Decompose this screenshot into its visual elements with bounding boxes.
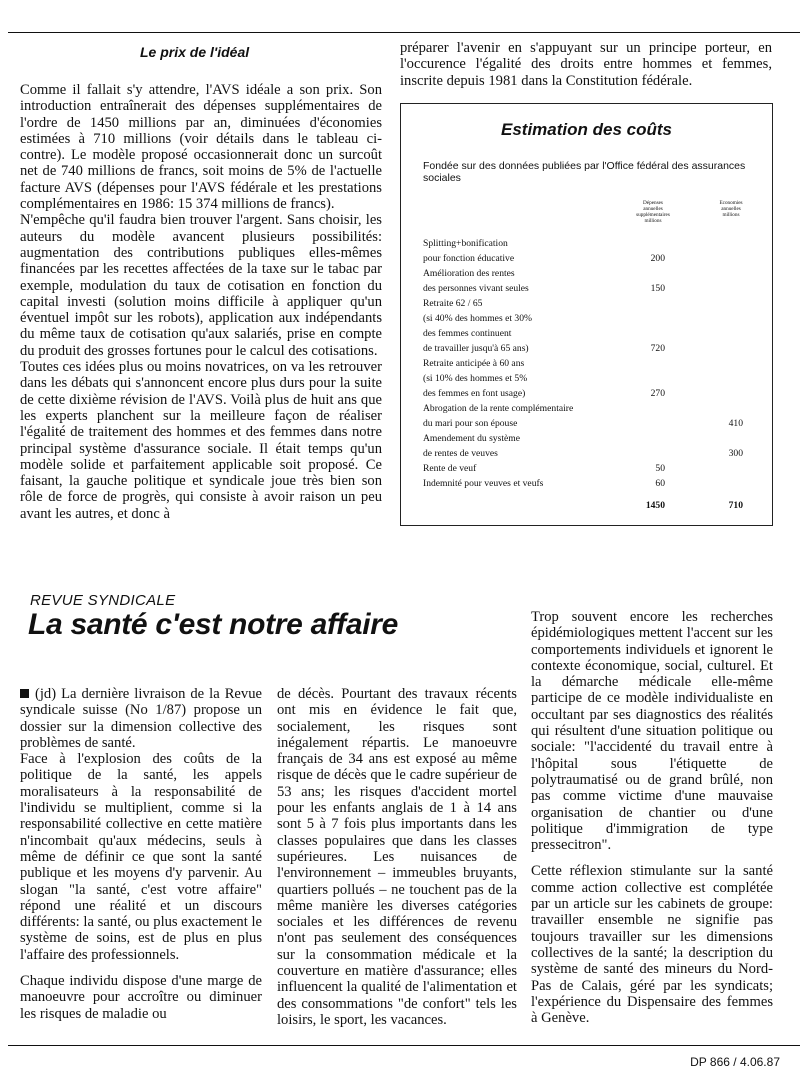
article-column-3	[531, 609, 773, 1026]
table-row-label: Abrogation de la rente complémentaire	[423, 403, 574, 414]
issue-footer: DP 866 / 4.06.87	[690, 1055, 780, 1069]
column-header-expenses: Dépenses annuelles supplémentaires millions	[636, 200, 670, 224]
bullet-square-icon	[20, 689, 29, 698]
paragraph: Face à l'explosion des coûts de la politique de la santé, les appels moralisateurs à la responsabilité de l'individu se multiplient, comme si la responsabilité collective en cette matière n'incombait qu'aux médecins, seuls à même de définir ce que sont la santé publique et les moyens d'y parvenir. Au slogan "la santé, c'est votre affaire" répond une réalité et un discours différents: la santé, ou plus exactement le système de soins, est de plus en plus l'affaire des professionnels.	[20, 751, 262, 963]
table-value-expenses: 60	[655, 478, 665, 489]
table-row-label: de rentes de veuves	[423, 448, 498, 459]
column-header-savings: Economies annuelles millions	[719, 200, 743, 218]
table-row-label: des personnes vivant seules	[423, 283, 529, 294]
article-title: La santé c'est notre affaire	[28, 608, 398, 641]
table-row-label: Indemnité pour veuves et veufs	[423, 478, 544, 489]
table-value-expenses: 50	[655, 463, 665, 474]
section-heading: Le prix de l'idéal	[140, 44, 250, 60]
table-row-label: Retraite anticipée à 60 ans	[423, 358, 525, 369]
paragraph: préparer l'avenir en s'appuyant sur un principe porteur, en l'occurence l'égalité des droits entre hommes et femmes, inscrite depuis 1981 dans la Constitution fédérale.	[400, 40, 772, 89]
table-row-label: des femmes continuent	[423, 328, 512, 339]
table-row-label: (si 10% des hommes et 5%	[423, 373, 528, 384]
top-rule	[8, 32, 800, 33]
table-row-label: de travailler jusqu'à 65 ans)	[423, 343, 529, 354]
paragraph: (jd) La dernière livraison de la Revue syndicale suisse (No 1/87) propose un dossier sur la dimension collective des problèmes de santé.	[20, 686, 262, 751]
paragraph: Toutes ces idées plus ou moins novatrices, on va les retrouver dans les débats qui s'annoncent encore plus durs pour la suite de cette dixième révision de l'AVS. Voilà plus de huit ans que les experts planchent sur la meilleure façon de réaliser l'égalité de traitement des hommes et des femmes dans notre principal système d'assurance sociale. Il était temps qu'un modèle solide et parfaitement applicable soit proposé. Ce faisant, la gauche politique et syndicale joue très bien son rôle de force de progrès, qui consiste à avoir raison un peu avant les autres, et donc à	[20, 359, 382, 522]
article-kicker: REVUE SYNDICALE	[30, 592, 176, 609]
table-value-expenses: 200	[650, 253, 665, 264]
paragraph: Comme il fallait s'y attendre, l'AVS idéale a son prix. Son introduction entraînerait des dépenses supplémentaires de l'ordre de 1450 millions par an, diminuées d'économies estimées à 710 millions (voir détails dans le tableau ci-contre). Le modèle proposé occasionnerait donc un surcoût net de 740 millions de francs, soit moins de 5% de l'actuelle facture AVS (dépenses pour l'AVS fédérale et les prestations complémentaires en 1986: 15 374 millions de francs).	[20, 82, 382, 213]
paragraph: Chaque individu dispose d'une marge de manoeuvre pour accroître ou diminuer les risques de maladie ou	[20, 973, 262, 1022]
table-title: Estimation des coûts	[501, 120, 672, 139]
table-value-savings: 300	[728, 448, 743, 459]
total-savings: 710	[728, 500, 743, 511]
table-row-label: Retraite 62 / 65	[423, 298, 483, 309]
cost-estimate-table	[400, 103, 773, 526]
table-row-label: pour fonction éducative	[423, 253, 515, 264]
article-column-2	[277, 686, 517, 1028]
paragraph: N'empêche qu'il faudra bien trouver l'argent. Sans choisir, les auteurs du modèle avancent plusieurs possibilités: augmentation des contributions publiques elles-mêmes financées par les recettes affectées de la taxe sur le tabac par exemple, modulation du taux de cotisation en fonction du capital investi (solution moins difficile à appliquer qu'un éventuel impôt sur les robots), application aux indépendants du même taux de cotisation qu'aux salariés, prise en compte du produit des grosses fortunes pour le calcul des cotisations.	[20, 212, 382, 359]
left-column-section1	[20, 82, 382, 522]
table-value-expenses: 270	[650, 388, 665, 399]
table-row-label: (si 40% des hommes et 30%	[423, 313, 532, 324]
table-row-label: des femmes en font usage)	[423, 388, 526, 399]
table-row-label: du mari pour son épouse	[423, 418, 518, 429]
table-row-label: Amendement du système	[423, 433, 520, 444]
bottom-rule	[8, 1045, 800, 1046]
table-value-expenses: 720	[650, 343, 665, 354]
total-expenses: 1450	[645, 500, 665, 511]
table-row-label: Splitting+bonification	[423, 238, 508, 249]
table-subtitle: Fondée sur des données publiées par l'Office fédéral des assurances sociales	[423, 160, 746, 184]
paragraph: de décès. Pourtant des travaux récents ont mis en évidence le fait que, socialement, les risques sont inégalement répartis. Le manoeuvre français de 34 ans est exposé au même risque de décès que le cadre supérieur de 53 ans; les risques d'accident mortel pour les enfants anglais de 1 à 14 ans sont 5 à 7 fois plus importants dans les classes populaires que dans les classes supérieures. Les nuisances de l'environnement – immeubles bruyants, quartiers pollués – ne touchent pas de la même manière les diverses catégories sociales et les différences de revenu n'ont pas seulement des conséquences sur la consommation médicale et la couverture en matière d'assurance; elles influencent la qualité de l'alimentation et des consommations "de confort" tels les loisirs, le sport, les vacances.	[277, 686, 517, 1028]
table-row-label: Rente de veuf	[423, 463, 477, 474]
article-column-1	[20, 686, 262, 1022]
paragraph: Trop souvent encore les recherches épidémiologiques mettent l'accent sur les comportements individuels et ignorent le contexte économique, social, culturel. Et la démarche médicale elle-même participe de ce modèle individualiste en occultant par ses diagnostics des réalités qui résultent d'une situation politique ou sociale: "l'accidenté du travail entre à l'hôpital sous l'étiquette de polytraumatisé ou de grand brûlé, non pas comme victime d'une mauvaise organisation de chantier ou d'une politique d'immigration de type pressecitron".	[531, 609, 773, 854]
table-value-expenses: 150	[650, 283, 665, 294]
right-column-intro	[400, 40, 772, 89]
table-value-savings: 410	[728, 418, 743, 429]
table-row-label: Amélioration des rentes	[423, 268, 515, 279]
paragraph: Cette réflexion stimulante sur la santé comme action collective est complétée par un article sur les cabinets de groupe: travailler ensemble ne signifie pas toujours travailler sur les dimensions collectives de la santé; la description du système de santé des mineurs du Nord-Pas de Calais, géré par les syndicats; l'expérience du Dispensaire des femmes à Genève.	[531, 863, 773, 1027]
